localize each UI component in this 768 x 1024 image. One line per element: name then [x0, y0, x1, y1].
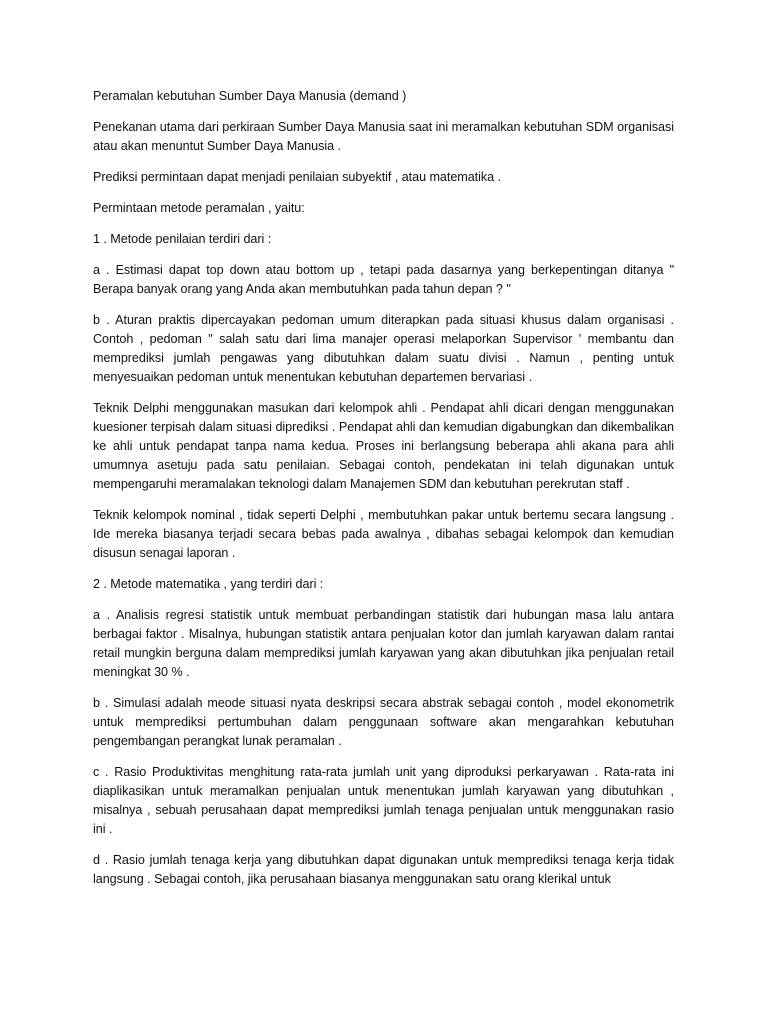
- section-heading-judgment: 1 . Metode penilaian terdiri dari :: [93, 232, 272, 246]
- section-heading-mathematical: 2 . Metode matematika , yang terdiri dari :: [93, 577, 324, 591]
- paragraph-methods-heading: Permintaan metode peramalan , yaitu:: [93, 201, 305, 215]
- paragraph-staffing-ratio: d . Rasio jumlah tenaga kerja yang dibutuhkan dapat digunakan untuk memprediksi tenaga kerja tidak langsung . Sebagai contoh, jika perusahaan biasanya menggunakan satu orang klerikal untuk: [93, 853, 674, 886]
- paragraph-estimation: a . Estimasi dapat top down atau bottom up , tetapi pada dasarnya yang berkepentingan ditanya " Berapa banyak orang yang Anda akan membutuhkan pada tahun depan ? ": [93, 263, 674, 296]
- paragraph-productivity-ratio: c . Rasio Produktivitas menghitung rata-rata jumlah unit yang diproduksi perkaryawan . Rata-rata ini diaplikasikan untuk meramalkan penjualan untuk menentukan jumlah karyawan yang dibutuhkan , misalnya , sebuah perusahaan dapat memprediksi jumlah tenaga penjualan untuk menggunakan rasio ini .: [93, 765, 674, 836]
- paragraph-simulation: b . Simulasi adalah meode situasi nyata deskripsi secara abstrak sebagai contoh , model ekonometrik untuk memprediksi pertumbuhan dalam penggunaan software akan mengarahkan kebutuhan pengembangan perangkat lunak peramalan .: [93, 696, 674, 748]
- paragraph-rules-of-thumb: b . Aturan praktis dipercayakan pedoman umum diterapkan pada situasi khusus dalam organisasi . Contoh , pedoman " salah satu dari lima manajer operasi melaporkan Supervisor ' membantu dan memprediksi jumlah pengawas yang dibutuhkan dalam suatu divisi . Namun , penting untuk menyesuaikan pedoman untuk menentukan kebutuhan departemen bervariasi .: [93, 313, 674, 384]
- paragraph-nominal-group: Teknik kelompok nominal , tidak seperti Delphi , membutuhkan pakar untuk bertemu secara langsung . Ide mereka biasanya terjadi secara bebas pada awalnya , dibahas sebagai kelompok dan kemudian disusun senagai laporan .: [93, 508, 674, 560]
- paragraph-delphi: Teknik Delphi menggunakan masukan dari kelompok ahli . Pendapat ahli dicari dengan menggunakan kuesioner terpisah dalam situasi diprediksi . Pendapat ahli dan kemudian digabungkan dan dikembalikan ke ahli untuk pendapat tanpa nama kedua. Proses ini berlangsung beberapa ahli akana para ahli umumnya asetuju pada satu penilaian. Sebagai contoh, pendekatan ini telah digunakan untuk mempengaruhi meramalakan teknologi dalam Manajemen SDM dan kebutuhan perekrutan staff .: [93, 401, 674, 491]
- document-title: Peramalan kebutuhan Sumber Daya Manusia (demand ): [93, 89, 407, 103]
- document-page: [93, 87, 674, 901]
- paragraph-intro: Penekanan utama dari perkiraan Sumber Daya Manusia saat ini meramalkan kebutuhan SDM organisasi atau akan menuntut Sumber Daya Manusia .: [93, 120, 674, 153]
- paragraph-regression: a . Analisis regresi statistik untuk membuat perbandingan statistik dari hubungan masa lalu antara berbagai faktor . Misalnya, hubungan statistik antara penjualan kotor dan jumlah karyawan dalam rantai retail mungkin berguna dalam memprediksi jumlah karyawan yang akan dibutuhkan jika penjualan retail meningkat 30 % .: [93, 608, 674, 679]
- paragraph-prediction: Prediksi permintaan dapat menjadi penilaian subyektif , atau matematika .: [93, 170, 501, 184]
